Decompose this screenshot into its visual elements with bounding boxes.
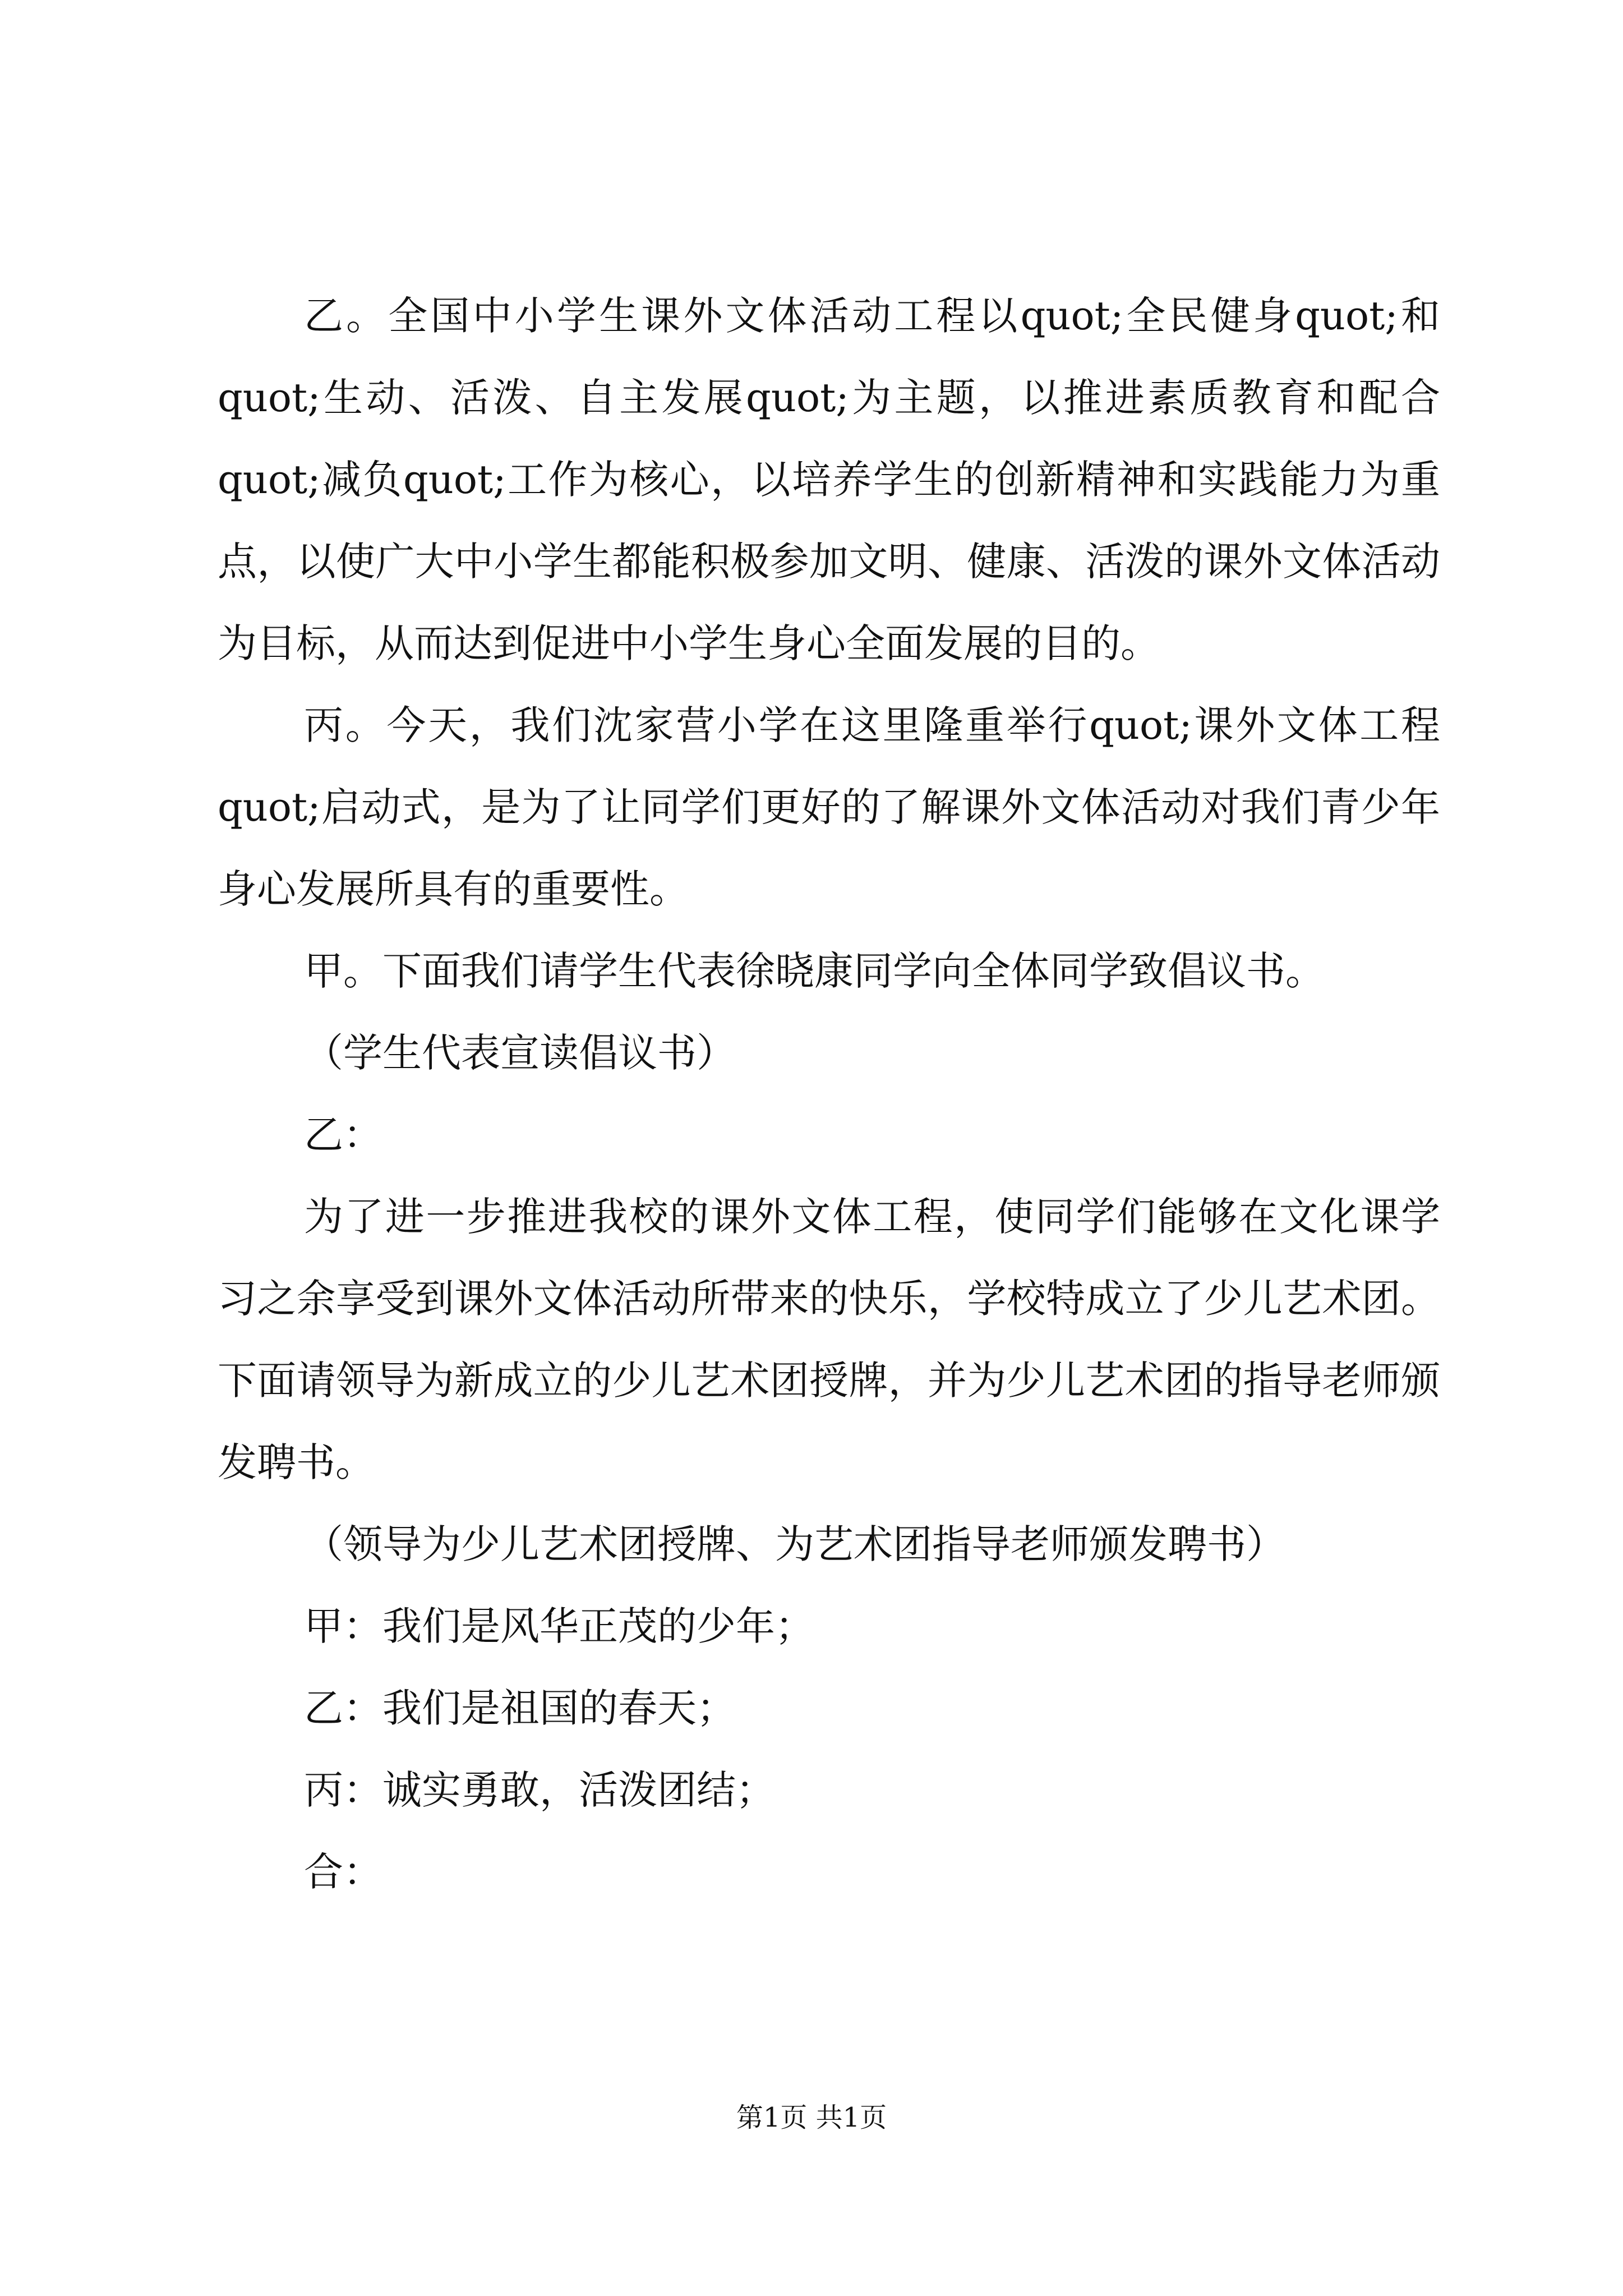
paragraph-3: 甲。下面我们请学生代表徐晓康同学向全体同学致倡议书。 (304, 948, 1325, 994)
page-footer: 第1页 共1页 (736, 2102, 887, 2133)
paragraph-10: 丙：诚实勇敢，活泼团结； (304, 1767, 775, 1813)
paragraph-5: 乙： (304, 1112, 382, 1158)
paragraph-8: 甲：我们是风华正茂的少年； (304, 1603, 814, 1649)
paragraph-4: （学生代表宣读倡议书） (304, 1030, 736, 1076)
paragraph-2: 丙。今天，我们沈家营小学在这里隆重举行quot;课外文体工程quot;启动式，是为了让同学们更好的了解课外文体活动对我们青少年身心发展所具有的重要性。 (218, 702, 1440, 912)
paragraph-7: （领导为少儿艺术团授牌、为艺术团指导老师颁发聘书） (304, 1521, 1285, 1567)
paragraph-1: 乙。全国中小学生课外文体活动工程以quot;全民健身quot;和quot;生动、活泼、自主发展quot;为主题，以推进素质教育和配合quot;减负quot;工作为核心，以培养学生的创新精神和实践能力为重点，以使广大中小学生都能积极参加文明、健康、活泼的课外文体活动为目标，从而达到促进中小学生身心全面发展的目的。 (218, 293, 1440, 666)
paragraph-9: 乙：我们是祖国的春天； (304, 1685, 736, 1731)
paragraph-6: 为了进一步推进我校的课外文体工程，使同学们能够在文化课学习之余享受到课外文体活动所带来的快乐，学校特成立了少儿艺术团。下面请领导为新成立的少儿艺术团授牌，并为少儿艺术团的指导老师颁发聘书。 (218, 1194, 1440, 1485)
document-body (218, 275, 1440, 1913)
paragraph-11: 合： (304, 1849, 382, 1895)
